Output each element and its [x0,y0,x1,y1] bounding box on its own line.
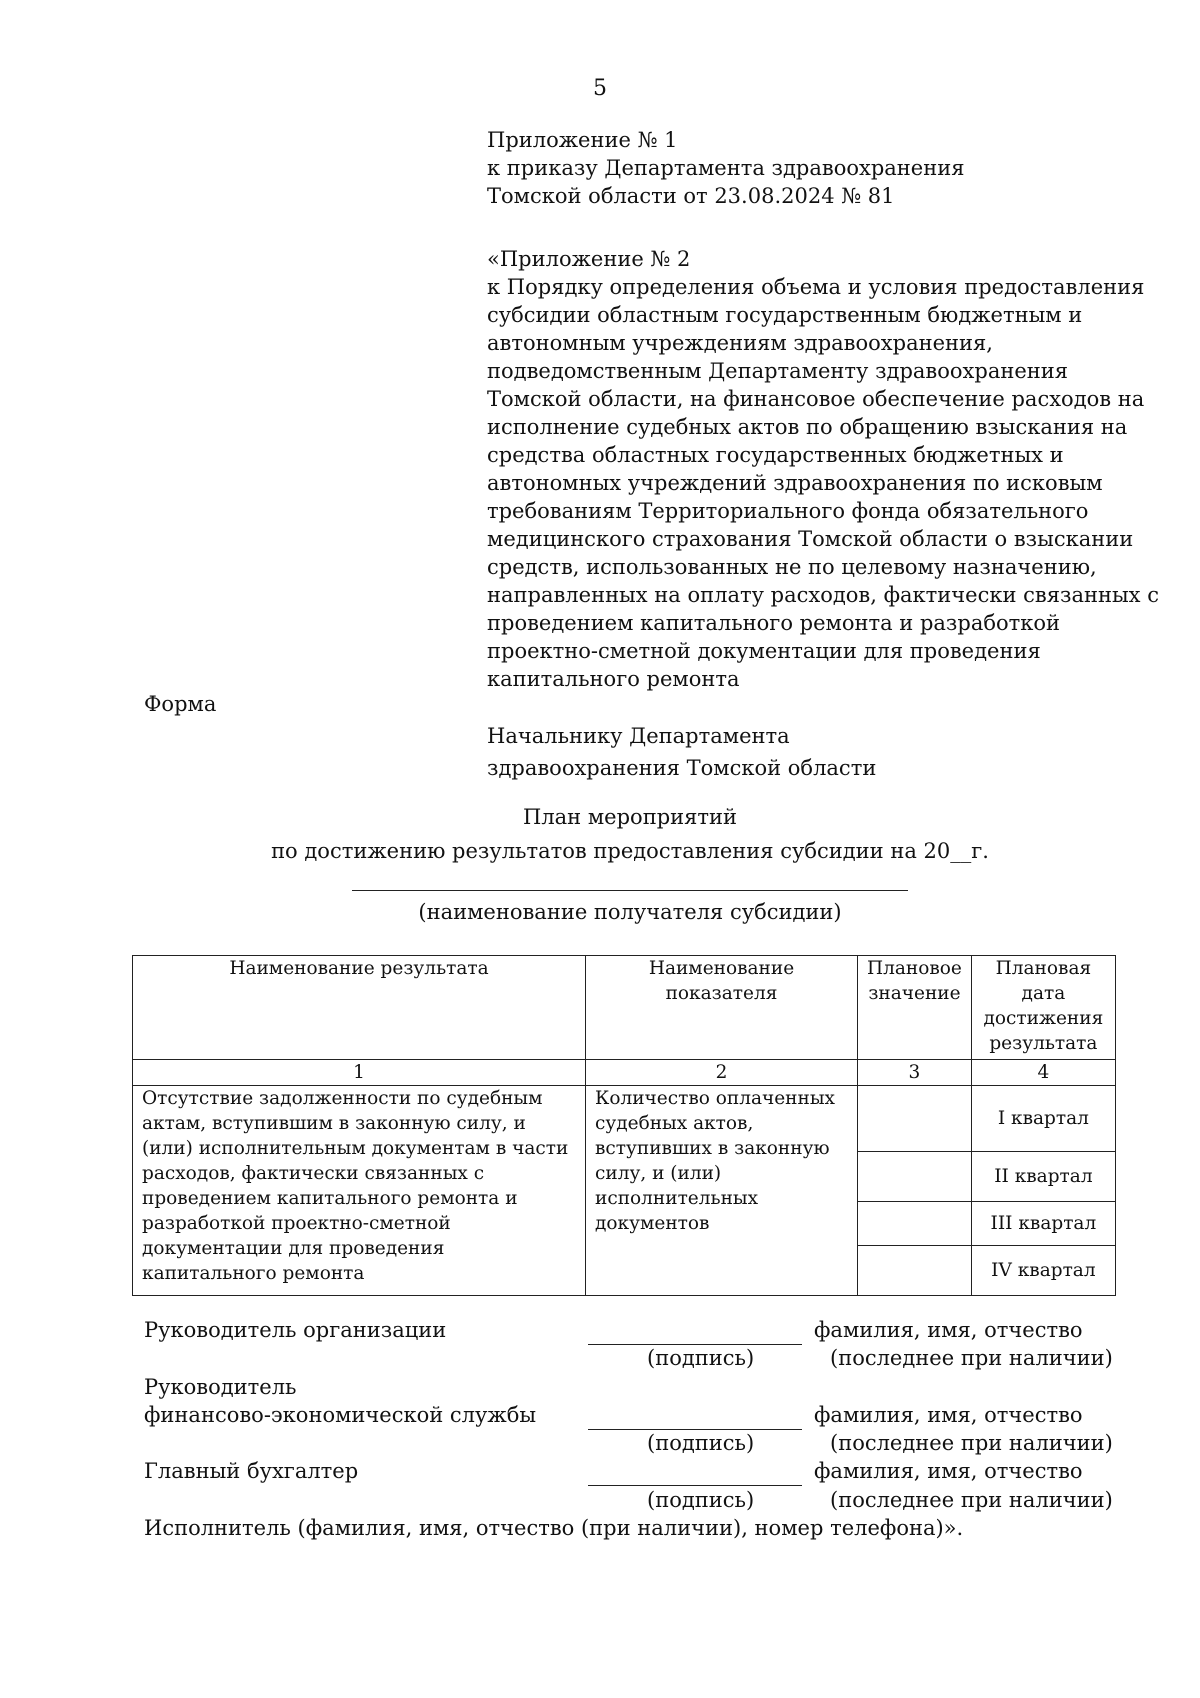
quarter-cell: II квартал [971,1152,1115,1202]
recipient-name-line [352,890,908,891]
title-line-1: План мероприятий [523,805,737,829]
last-name-caption: (последнее при наличии) [830,1488,1113,1512]
addressee-line-1: Начальнику Департамента [487,724,790,748]
appendix-2-line: требованиям Территориального фонда обязательного [487,499,1089,523]
appendix-2-line: «Приложение № 2 [487,247,691,271]
signature-caption: (подпись) [647,1488,755,1512]
finance-line-2: финансово-экономической службы [144,1403,537,1427]
fio-label: фамилия, имя, отчество [814,1459,1083,1483]
signature-label-chief-accountant: Главный бухгалтер [144,1459,359,1483]
appendix-1-line: к приказу Департамента здравоохранения [487,156,965,180]
signature-label-head: Руководитель организации [144,1318,447,1342]
appendix-2-line: капитального ремонта [487,667,740,691]
column-number: 3 [858,1060,972,1086]
fio-label: фамилия, имя, отчество [814,1403,1083,1427]
quarter-cell: III квартал [971,1202,1115,1246]
appendix-1-line: Томской области от 23.08.2024 № 81 [487,184,895,208]
quarter-cell: I квартал [971,1086,1115,1152]
last-name-caption: (последнее при наличии) [830,1346,1113,1370]
appendix-2-line: средства областных государственных бюджетных и [487,443,1064,467]
appendix-2-line: подведомственным Департаменту здравоохранения [487,359,1069,383]
signature-caption: (подпись) [647,1346,755,1370]
planned-value-cell [858,1152,972,1202]
addressee [487,720,876,784]
executor-line: Исполнитель (фамилия, имя, отчество (при наличии), номер телефона)». [144,1516,964,1540]
appendix-2-header [487,245,1159,693]
header-indicator: Наименование показателя [586,956,858,1060]
finance-line-1: Руководитель [144,1375,297,1399]
quarter-cell: IV квартал [971,1246,1115,1296]
planned-value-cell [858,1086,972,1152]
column-number: 2 [586,1060,858,1086]
appendix-2-line: исполнение судебных актов по обращению взыскания на [487,415,1128,439]
header-planned-value: Плановое значение [858,956,972,1060]
appendix-1-line: Приложение № 1 [487,128,678,152]
column-number: 4 [971,1060,1115,1086]
appendix-2-line: Томской области, на финансовое обеспечение расходов на [487,387,1145,411]
form-label: Форма [144,692,217,716]
appendix-2-line: субсидии областным государственным бюджетным и [487,303,1083,327]
fio-label: фамилия, имя, отчество [814,1318,1083,1342]
column-number: 1 [133,1060,586,1086]
plan-table [132,955,1116,1296]
appendix-2-line: автономным учреждениям здравоохранения, [487,331,993,355]
indicator-cell: Количество оплаченных судебных актов, вступивших в законную силу, и (или) исполнительных документов [586,1086,858,1296]
appendix-2-line: к Порядку определения объема и условия предоставления [487,275,1145,299]
signature-label-finance [144,1373,536,1429]
result-cell: Отсутствие задолженности по судебным актам, вступившим в законную силу, и (или) исполнительным документам в части расходов, фактически связанных с проведением капитального ремонта и разработкой проектно-сметной документации для проведения капитального ремонта [133,1086,586,1296]
appendix-2-line: направленных на оплату расходов, фактически связанных с [487,583,1159,607]
document-title [0,800,1200,868]
appendix-2-line: проведением капитального ремонта и разработкой [487,611,1061,635]
addressee-line-2: здравоохранения Томской области [487,756,877,780]
appendix-2-line: автономных учреждений здравоохранения по исковым [487,471,1103,495]
appendix-1-header [487,126,964,210]
planned-value-cell [858,1246,972,1296]
title-line-2: по достижению результатов предоставления субсидии на 20__г. [271,839,989,863]
last-name-caption: (последнее при наличии) [830,1431,1113,1455]
header-result: Наименование результата [133,956,586,1060]
appendix-2-line: средств, использованных не по целевому назначению, [487,555,1097,579]
planned-value-cell [858,1202,972,1246]
signature-caption: (подпись) [647,1431,755,1455]
recipient-caption: (наименование получателя субсидии) [418,900,842,924]
appendix-2-line: медицинского страхования Томской области о взыскании [487,527,1134,551]
header-planned-date: Плановая дата достижения результата [971,956,1115,1060]
appendix-2-line: проектно-сметной документации для проведения [487,639,1041,663]
page-number: 5 [593,76,607,101]
